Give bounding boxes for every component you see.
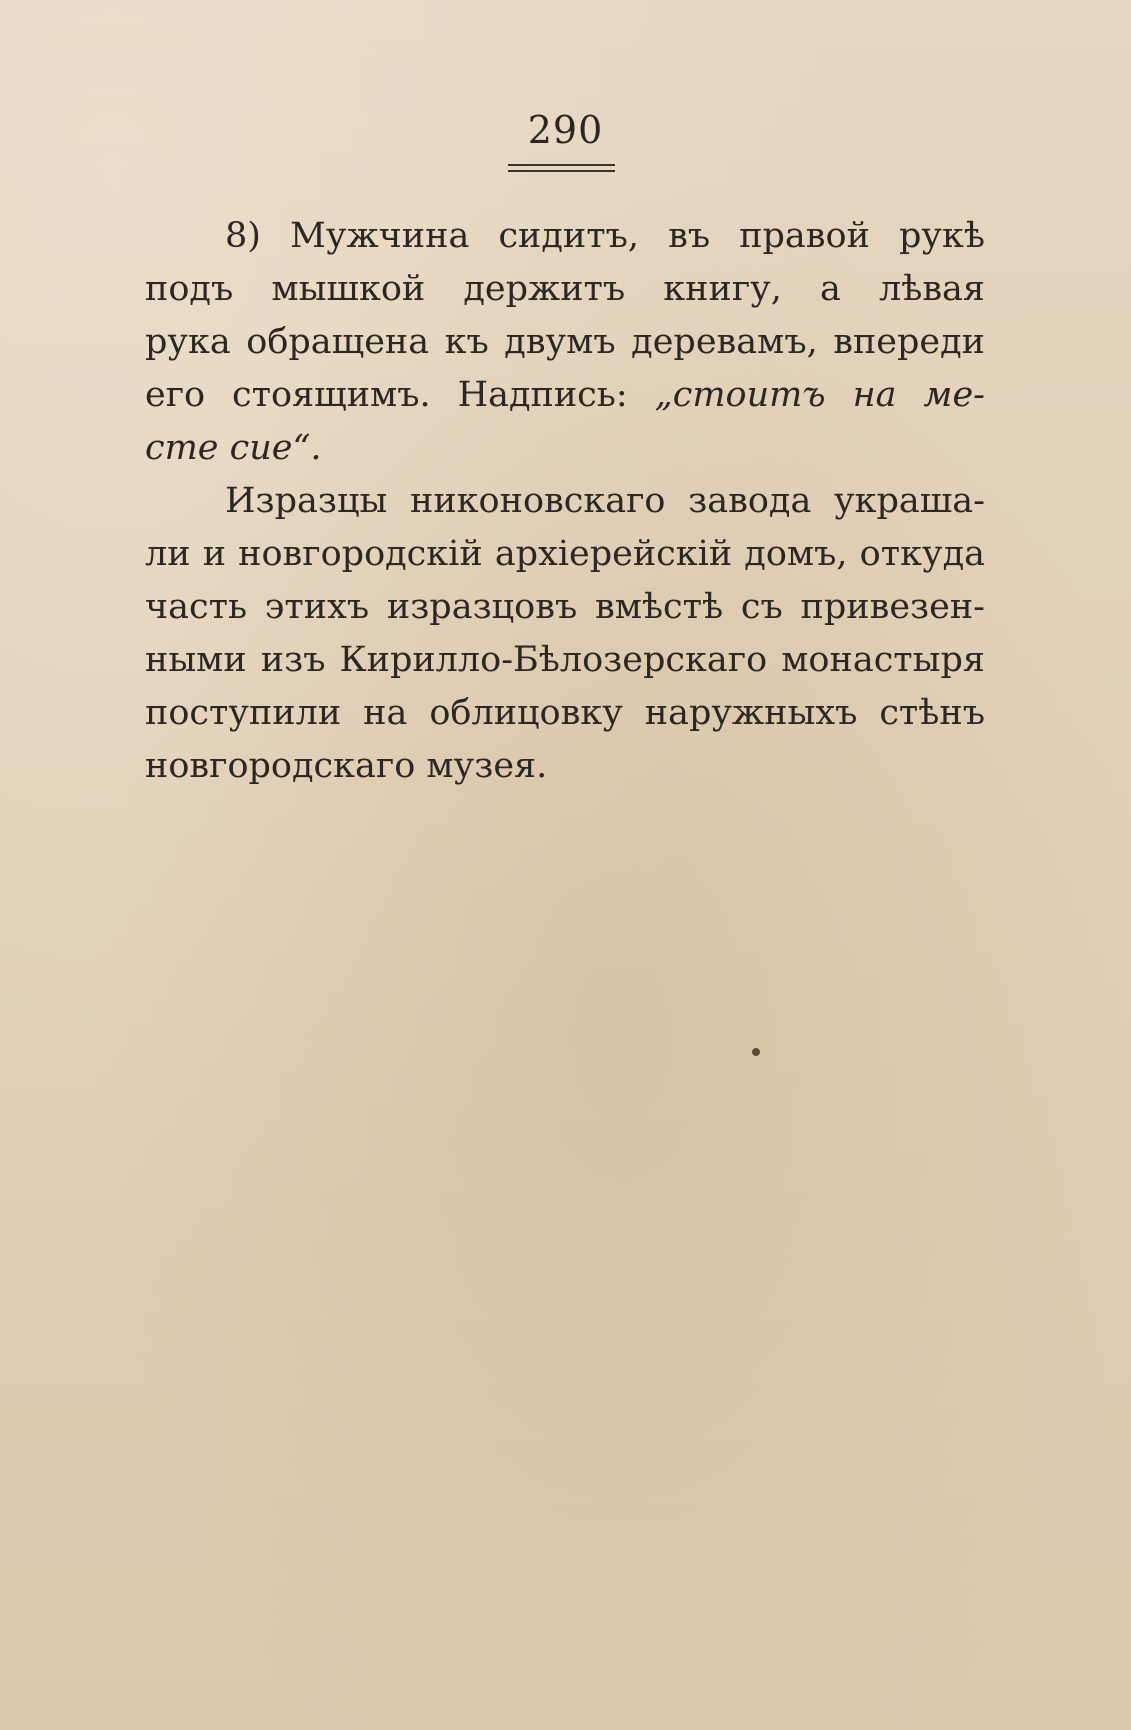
text-line: новгородскаго музея. (145, 746, 548, 786)
inscription-text-end: сте сие“. (145, 428, 322, 468)
text-line: 8) Мужчина сидитъ, въ правой рукѣ (225, 216, 985, 256)
inscription-text: стоитъ на ме- (672, 375, 985, 415)
text-line: часть этихъ изразцовъ вмѣстѣ съ привезен- (145, 587, 985, 627)
text-line: рука обращена къ двумъ деревамъ, впереди (145, 322, 985, 362)
page-number: 290 (527, 108, 604, 152)
body-text (145, 210, 985, 793)
text-line-mixed (145, 369, 985, 422)
quote-open: „ (654, 375, 673, 415)
rule-line-top (508, 164, 615, 166)
text-line: ными изъ Кирилло-Бѣлозерскаго монастыря (145, 640, 985, 680)
text-line: поступили на облицовку наружныхъ стѣнъ (145, 693, 985, 733)
text-segment: его стоящимъ. Надпись: (145, 375, 628, 415)
paragraph-1 (145, 210, 985, 475)
text-line: Изразцы никоновскаго завода украша- (225, 481, 985, 521)
ink-speck (752, 1048, 760, 1056)
text-line: подъ мышкой держитъ книгу, а лѣвая (145, 269, 985, 309)
header-double-rule (508, 164, 615, 174)
rule-line-bottom (508, 170, 615, 172)
text-line: ли и новгородскій архіерейскій домъ, откуда (145, 534, 985, 574)
paragraph-2 (145, 475, 985, 793)
